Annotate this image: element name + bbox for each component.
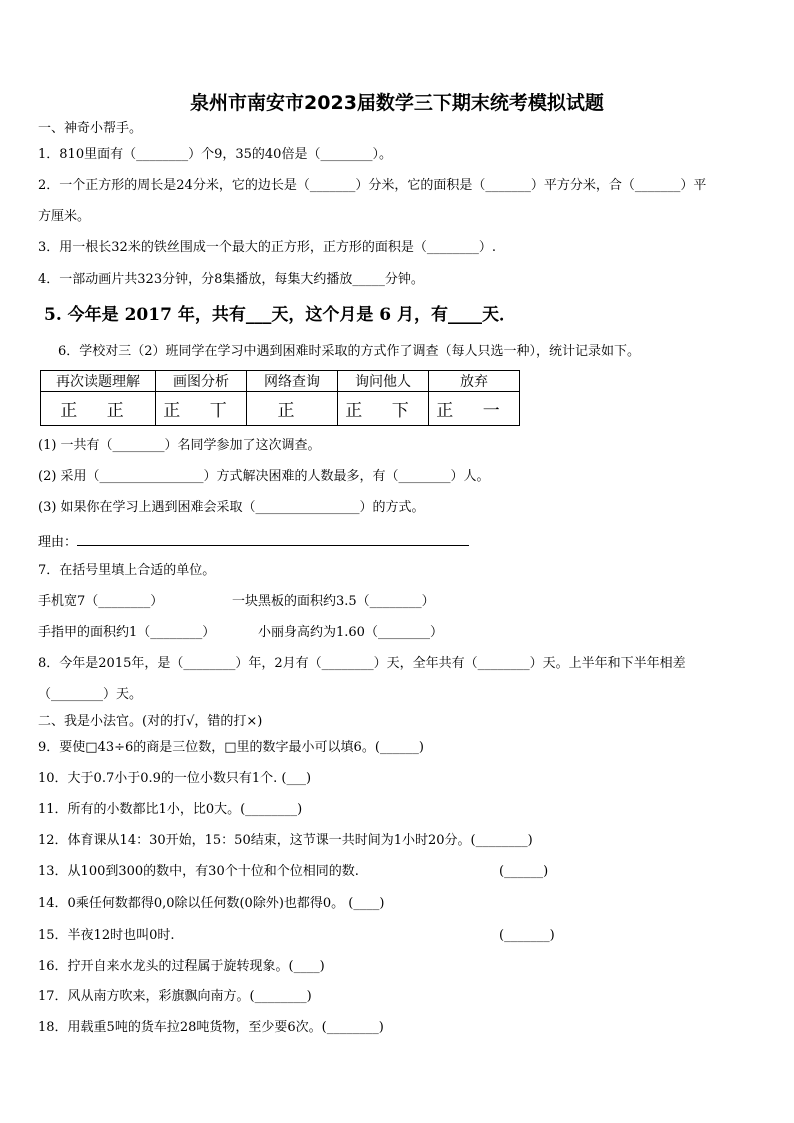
question-14: 14．0乘任何数都得0,0除以任何数(0除外)也都得0。 (____) [38,896,385,911]
question-16: 16．拧开自来水龙头的过程属于旋转现象。(____) [38,959,325,974]
question-2-line-2: 方厘米。 [38,209,91,224]
table-header-cell: 放弃 [429,371,520,392]
survey-table-tally-row [41,392,520,426]
tally-cell: 正 正 [41,392,156,426]
question-1: 1．810里面有（________）个9，35的40倍是（________）。 [38,147,392,162]
question-7-item-a: 手机宽7（________） [38,594,164,609]
survey-table [40,370,520,426]
question-7-item-d: 小丽身高约为1.60（________） [258,625,443,640]
question-6-part-2: (2) 采用（________________）方式解决困难的人数最多，有（________）人。 [38,469,490,484]
tally-cell: 正 一 [429,392,520,426]
question-2-line-1: 2．一个正方形的周长是24分米，它的边长是（_______）分米，它的面积是（_______）平方分米，合（_______）平 [38,178,707,193]
question-8-line-1: 8．今年是2015年，是（________）年，2月有（________）天，全年共有（________）天。上半年和下半年相差 [38,656,686,671]
question-8-line-2: （________）天。 [38,687,143,702]
tally-cell: 正 丅 [156,392,247,426]
question-13: 13．从100到300的数中，有30个十位和个位相同的数. [38,864,359,879]
question-13-answer-blank: (______) [499,864,549,879]
table-header-cell: 画图分析 [156,371,247,392]
tally-cell: 正 下 [338,392,429,426]
section-heading-1: 一、神奇小帮手。 [38,121,143,136]
question-15: 15．半夜12时也叫0时. [38,928,175,943]
question-4: 4．一部动画片共323分钟，分8集播放，每集大约播放_____分钟。 [38,272,424,287]
question-18: 18．用载重5吨的货车拉28吨货物，至少要6次。(________) [38,1020,384,1035]
question-9: 9．要使□43÷6的商是三位数，□里的数字最小可以填6。(______) [38,740,424,755]
question-5: 5. 今年是 2017 年，共有___天，这个月是 6 月，有____天． [44,305,516,325]
reason-line [38,531,469,552]
question-12: 12．体育课从14：30开始，15：50结束，这节课一共时间为1小时20分。(________) [38,833,533,848]
tally-cell: 正 [247,392,338,426]
page-title: 泉州市南安市2023届数学三下期末统考模拟试题 [190,92,604,114]
question-6: 6．学校对三（2）班同学在学习中遇到困难时采取的方式作了调查（每人只选一种），统计记录如下。 [58,344,641,359]
reason-blank [77,531,469,546]
question-15-answer-blank: (_______) [499,928,555,943]
question-11: 11．所有的小数都比1小，比0大。(________) [38,802,303,817]
question-6-part-3: (3) 如果你在学习上遇到困难会采取（________________）的方式。 [38,500,425,515]
question-6-part-1: (1) 一共有（________）名同学参加了这次调查。 [38,438,321,453]
table-header-cell: 再次读题理解 [41,371,156,392]
survey-table-header-row [41,371,520,392]
section-heading-2: 二、我是小法官。(对的打√，错的打×) [38,714,263,729]
question-7: 7．在括号里填上合适的单位。 [38,563,216,578]
question-7-item-c: 手指甲的面积约1（________） [38,625,216,640]
table-header-cell: 询问他人 [338,371,429,392]
table-header-cell: 网络查询 [247,371,338,392]
question-10: 10．大于0.7小于0.9的一位小数只有1个. (___) [38,771,312,786]
question-7-item-b: 一块黑板的面积约3.5（________） [232,594,435,609]
question-3: 3．用一根长32米的铁丝围成一个最大的正方形，正方形的面积是（________）. [38,240,496,255]
reason-label: 理由： [38,535,78,550]
question-17: 17．风从南方吹来，彩旗飘向南方。(________) [38,989,312,1004]
